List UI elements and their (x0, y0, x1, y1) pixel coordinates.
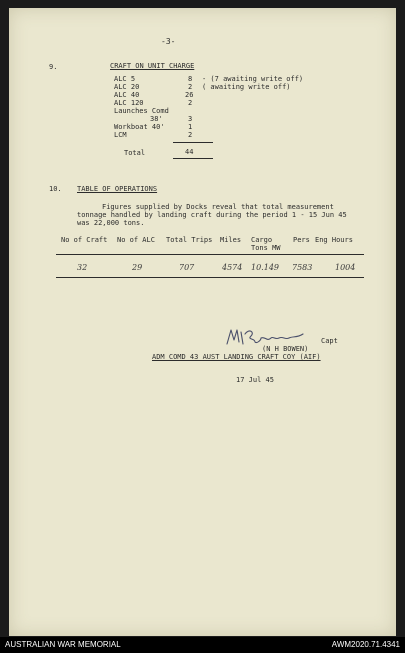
table-cell: 1004 (335, 263, 356, 272)
table-header: Eng Hours (315, 236, 353, 244)
total-rule-bottom (173, 158, 213, 159)
signature-date: 17 Jul 45 (236, 376, 274, 384)
table-header: Pers (293, 236, 310, 244)
signature-title: ADM COMD 43 AUST LANDING CRAFT COY (AIF) (152, 353, 321, 361)
footer-accession-number: AWM2020.71.4341 (331, 640, 400, 649)
craft-count: 1 (188, 123, 193, 131)
table-cell: 4574 (222, 263, 243, 272)
section9-number: 9. (49, 63, 58, 71)
page-number: -3- (161, 37, 176, 46)
table-header: Miles (220, 236, 242, 244)
paragraph-line: Figures supplied by Docks reveal that total measurement (102, 203, 334, 211)
table-rule-bottom (56, 277, 364, 278)
craft-note: - (7 awaiting write off) (202, 75, 304, 83)
table-header: Total Trips (166, 236, 213, 244)
table-cell: 10.149 (251, 263, 279, 272)
signature-name: (N H BOWEN) (262, 345, 309, 353)
document-page (9, 8, 396, 636)
craft-count: 2 (188, 83, 193, 91)
section10-heading: TABLE OF OPERATIONS (77, 185, 158, 193)
table-cell: 29 (132, 263, 143, 272)
table-cell: 707 (179, 263, 195, 272)
craft-count: 26 (185, 91, 194, 99)
table-cell: 32 (77, 263, 88, 272)
craft-label: Workboat 40' (114, 123, 165, 131)
section9-heading: CRAFT ON UNIT CHARGE (110, 62, 195, 70)
table-header: Cargo Tons MW (251, 236, 281, 252)
table-header: No of ALC (117, 236, 155, 244)
craft-label: ALC 20 (114, 83, 140, 91)
paragraph-line: was 22,000 tons. (77, 219, 145, 227)
table-header: No of Craft (61, 236, 108, 244)
paragraph-line: tonnage handled by landing craft during the period 1 - 15 Jun 45 (77, 211, 347, 219)
craft-count: 2 (188, 131, 193, 139)
table-cell: 7583 (292, 263, 313, 272)
craft-note: ( awaiting write off) (202, 83, 291, 91)
craft-label: Launches Comd (114, 107, 169, 115)
craft-count: 3 (188, 115, 193, 123)
total-rule-top (173, 142, 213, 143)
craft-label: ALC 5 (114, 75, 136, 83)
craft-count: 8 (188, 75, 193, 83)
total-value: 44 (185, 148, 194, 156)
craft-label: LCM (114, 131, 127, 139)
craft-count: 2 (188, 99, 193, 107)
craft-label: 38' (150, 115, 163, 123)
total-label: Total (124, 149, 146, 157)
archive-footer (0, 637, 405, 653)
signature-rank: Capt (321, 337, 338, 345)
craft-label: ALC 120 (114, 99, 144, 107)
table-rule-top (56, 254, 364, 255)
footer-institution: AUSTRALIAN WAR MEMORIAL (5, 640, 121, 649)
craft-label: ALC 40 (114, 91, 140, 99)
section10-number: 10. (49, 185, 62, 193)
